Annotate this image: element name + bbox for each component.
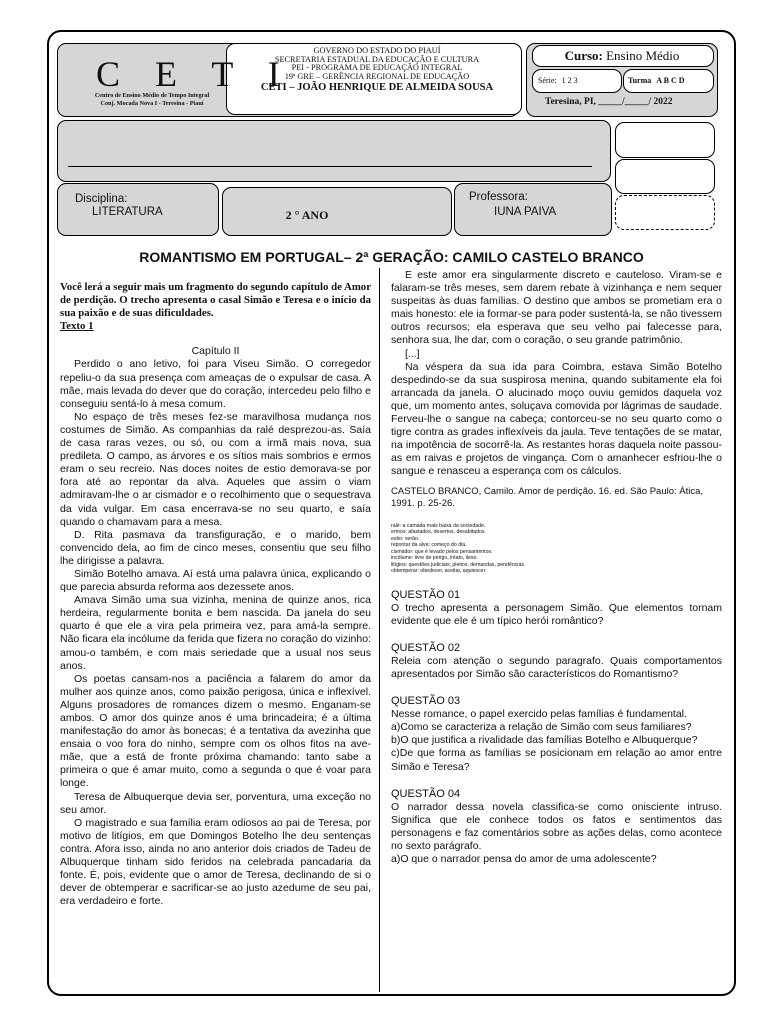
turma [628,76,685,85]
left-column [60,281,371,908]
question-text: Nesse romance, o papel exercido pelas famílias é fundamental. [391,708,687,721]
paragraph: Teresa de Albuquerque devia ser, porventura, uma exceção no seu amor. [60,790,371,816]
question-title: QUESTÃO 01 [391,588,461,601]
disciplina-value: LITERATURA [92,206,163,218]
curso-label: Curso: [564,48,603,63]
ano: 2 ° ANO [285,208,329,222]
date-line: Teresina, PI, _____/_____/ 2022 [545,97,673,107]
glossary-item: incólume: livre de perigo, intato, ileso. [391,555,478,561]
professora-label: Professora: [469,191,528,203]
name-line [68,166,592,167]
grade-box-1 [615,122,715,158]
turma-options: A B C D [656,76,685,85]
page-title: ROMANTISMO EM PORTUGAL– 2ª GERAÇÃO: CAMILO CASTELO BRANCO [139,249,644,265]
gov-header [232,47,522,94]
question-2 [391,642,722,681]
question-text: O trecho apresenta a personagem Simão. Que elementos tornam evidente que ele é um típico herói romântico? [391,601,722,627]
serie-options: 1 2 3 [561,76,578,85]
glossary-item: ralé: a camada mais baixa da sociedade. [391,522,486,529]
gov-line: PEI - PROGRAMA DE EDUCAÇÃO INTEGRAL [291,63,463,73]
paragraph: D. Rita pasmava da transfiguração, e o marido, bem convencido dela, ao fim de cinco meses, consentiu que seu filho lhe dirigisse a palavra. [60,528,371,567]
logo-subtitle [67,92,237,108]
texto-label: Texto 1 [60,320,94,333]
question-item: b)O que justifica a rivalidade das famílias Botelho e Albuquerque? [391,734,698,747]
question-item: a)Como se caracteriza a relação de Simão com seus familiares? [391,721,692,734]
logo-sub-line-2: Conj. Mocada Nova I - Teresina - Piauí [100,100,204,107]
glossary [391,523,722,575]
glossary-item: ermos: afastados, desertos, desabitados. [391,529,486,535]
glossary-item: cismador: que é levado pelos pensamentos. [391,548,493,555]
gov-line: SECRETARIA ESTADUAL DA EDUCAÇÃO E CULTURA [274,54,480,64]
paragraph: E este amor era singularmente discreto e cauteloso. Viram-se e falaram-se três meses, sem darem rebate à vizinhança e nem sequer suspeitas às duas famílias. O destino que ambos se prometiam era o mais honesto: ele ia formar-se para poder sustentá-la, se não tivessem outros recursos; ela esperava que seu velho pai falecesse para, senhora sua, lhe dar, com o coração, o seu grande patrimônio. [391,269,722,347]
glossary-item: estio: verão. [391,535,420,542]
question-item: a)O que o narrador pensa do amor de uma adolescente? [391,853,657,866]
reference: CASTELO BRANCO, Camilo. Amor de perdição. 16. ed. São Paulo: Ática, 1991. p. 25-26. [391,485,704,509]
question-3 [391,695,722,774]
disciplina-label: Disciplina: [75,193,128,205]
curso [532,48,712,64]
chapter-title: Capítulo II [191,345,240,358]
grade-box-3 [615,195,715,230]
right-column [391,269,722,866]
ceti-logo: C E T I [96,54,293,94]
question-title: QUESTÃO 02 [391,641,461,654]
question-text: Releia com atenção o segundo paragrafo. Quais comportamentos apresentados por Simão são característicos do Romantismo? [391,654,722,680]
serie-label: Série: [538,76,557,85]
paragraph: Na véspera da sua ida para Coimbra, estava Simão Botelho despedindo-se da sua suspirosa menina, quando subitamente ela foi arrancada da janela. O alucinado moço ouviu gemidos daquela voz que, um momento antes, soluçava comovida por lágrimas de saudade. Ferveu-lhe o sangue na cabeça; contorceu-se no seu quarto como o tigre contra as grades inflexíveis da jaula. Teve tentações de se matar, na impotência de socorrê-la. As restantes horas daquela noite passou-as em raivas e projetos de vingança. Com o amanhecer esfriou-lhe o sangue e renasceu a esperança com os cálculos. [391,360,722,478]
serie [538,76,578,85]
curso-value: Ensino Médio [606,48,680,63]
gov-line: 19ª GRE – GERÊNCIA REGIONAL DE EDUCAÇÃO [284,72,470,82]
paragraph: Perdido o ano letivo, foi para Viseu Simão. O corregedor repeliu-o da sua presença com ameaças de o expulsar de casa. A mãe, mais levada do dever que do coração, intercedeu pelo filho e conseguiu sentá-lo à mesa comum. [60,358,371,410]
turma-label: Turma [628,76,652,85]
gov-line: GOVERNO DO ESTADO DO PIAUÍ [313,46,441,55]
paragraph: Simão Botelho amava. Aí está uma palavra única, explicando o que parecia absurda reforma aos dezessete anos. [60,567,371,594]
paragraph: Os poetas cansam-nos a paciência a falarem do amor da mulher aos quinze anos, como paixão perigosa, única e inflexível. Alguns prosadores de romances dizem o mesmo. Enganam-se ambos. O amor dos quinze anos é uma brincadeira; é a última manifestação do amor às bonecas; é a tentativa da avezinha que ensaia o voo fora do ninho, sempre com os olhos fitos na ave-mãe, que a está de fronte próxima chamando: tanto sabe a primeira o que é amar muito, como a segunda o que é voar para longe. [60,672,371,790]
question-4 [391,788,722,867]
ellipsis: [...] [405,347,420,360]
question-1 [391,589,722,628]
question-text: O narrador dessa novela classifica-se como onisciente intruso. Significa que ele conhece todos os fatos e sentimentos das personagens e faz comentários sobre as ações delas, como acontece no sexto parágrafo. [391,800,722,852]
paragraph: Amava Simão uma sua vizinha, menina de quinze anos, rica herdeira, regularmente bonita e bem nascida. Da janela do seu quarto é que ele a vira pela primeira vez, para amá-la sempre. Não ficara ela incólume da ferida que fizera no coração do vizinho: amou-o também, e com mais seriedade que a usual nos seus anos. [60,594,371,672]
paragraph: O magistrado e sua família eram odiosos ao pai de Teresa, por motivo de litígios, em que Domingos Botelho lhe deu sentenças contra. Afora isso, ainda no ano anterior dois criados de Tadeu de Albuquerque tinham sido feridos na celebrada pancadaria da fonte. É, pois, evidente que o amor de Teresa, declinando de si o dever de obtemperar e sacrificar-se ao justo azedume de seu pai, era verdadeiro e forte. [60,816,371,908]
glossary-item: obtemperar: obedecer, aceitar, aquiescer. [391,568,487,574]
name-box [57,120,611,182]
question-title: QUESTÃO 03 [391,695,461,708]
intro-text: Você lerá a seguir mais um fragmento do segundo capítulo de Amor de perdição. O trecho apresenta o casal Simão e Teresa e o início da sua paixão e de suas dificuldades. [60,281,372,320]
school-name: CETI – JOÃO HENRIQUE DE ALMEIDA SOUSA [260,81,494,93]
professora-value: IUNA PAIVA [494,206,557,218]
question-title: QUESTÃO 04 [391,787,461,800]
question-item: c)De que forma as famílias se posicionam em relação ao amor entre Simão e Teresa? [391,747,722,773]
grade-box-2 [615,159,715,194]
logo-sub-line-1: Centro de Ensino Médio de Tempo Integral [94,92,210,99]
glossary-item: litígios: questões judiciais; pleitos, demandas, pendências. [391,561,526,568]
paragraph: No espaço de três meses fez-se maravilhosa mudança nos costumes de Simão. As companhias da ralé desprezou-as. Saía de casa raras vezes, ou só, ou com a irmã mais nova, sua predileta. O campo, as árvores e os sítios mais sombrios e ermos eram o seu recreio. Nas doces noites de estio demorava-se por fora até ao repontar da alva. Aqueles que assim o viam admiravam-lhe o ar cismador e o recolhimento que o sequestrava da vida vulgar. Em casa encerrava-se no seu quarto, e saía quando o chamavam para a mesa. [60,410,371,528]
column-divider [379,268,380,992]
glossary-item: repontar da alva: começo do dia. [391,542,467,548]
